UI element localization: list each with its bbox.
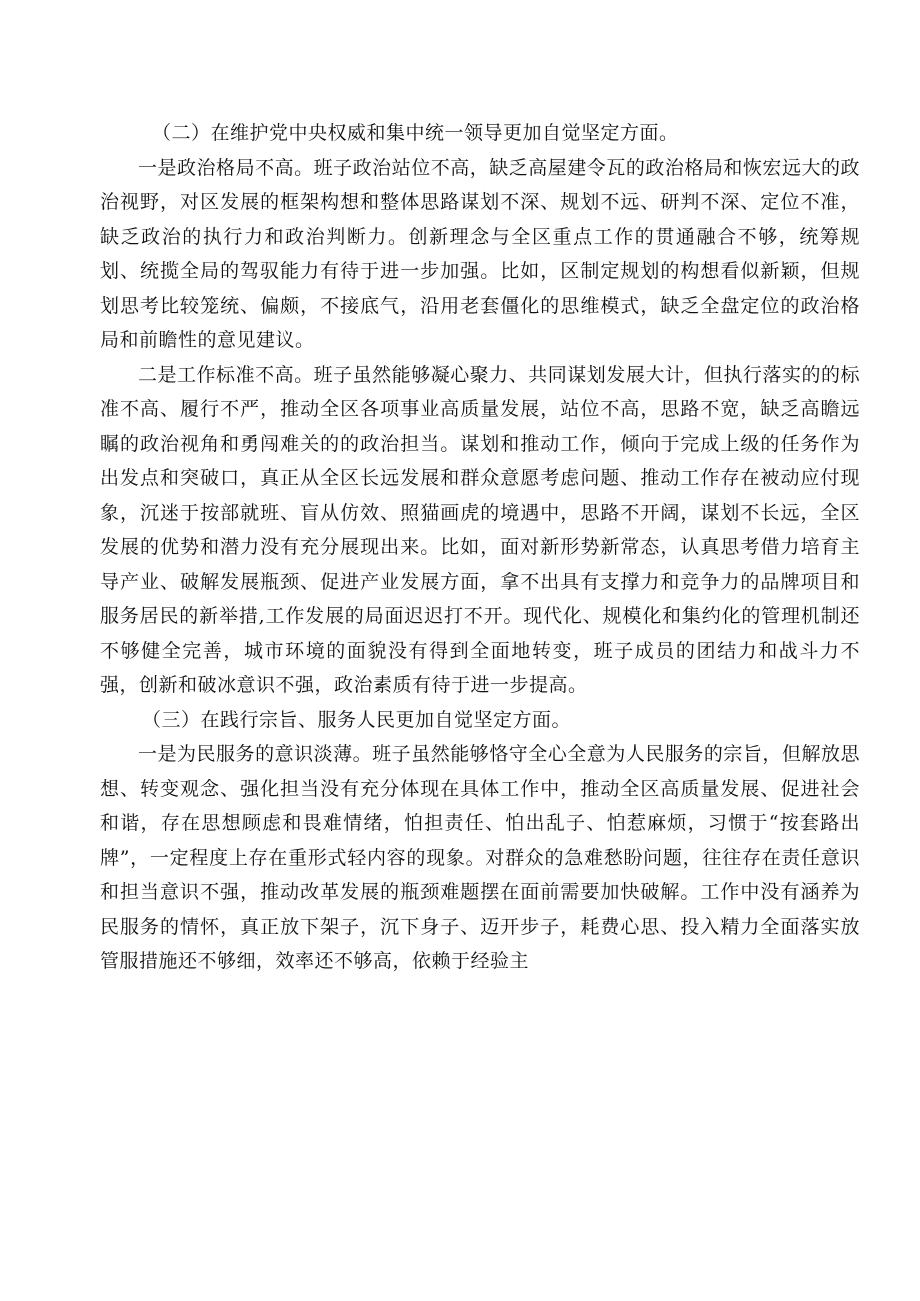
section-2-paragraph-1: 一是政治格局不高。班子政治站位不高，缺乏高屋建令瓦的政治格局和恢宏远大的政治视野，对区发展的框架构想和整体思路谋划不深、规划不远、研判不深、定位不准，缺乏政治的执行力和政治判断力。创新理念与全区重点工作的贯通融合不够，统筹规划、统揽全局的驾驭能力有待于进一步加强。比如，区制定规划的构想看似新颖，但规划思考比较笼统、偏颇，不接底气，沿用老套僵化的思维模式，缺乏全盘定位的政治格局和前瞻性的意见建议。 [100, 156, 860, 351]
section-2-paragraph-2: 二是工作标准不高。班子虽然能够凝心聚力、共同谋划发展大计，但执行落实的的标准不高、履行不严，推动全区各项事业高质量发展，站位不高，思路不宽，缺乏高瞻远瞩的政治视角和勇闯难关的的政治担当。谋划和推动工作，倾向于完成上级的任务作为出发点和突破口，真正从全区长远发展和群众意愿考虑问题、推动工作存在被动应付现象，沉迷于按部就班、盲从仿效、照猫画虎的境遇中，思路不开阔，谋划不长远，全区发展的优势和潜力没有充分展现出来。比如，面对新形势新常态，认真思考借力培育主导产业、破解发展瓶颈、促进产业发展方面，拿不出具有支撑力和竞争力的品牌项目和服务居民的新举措,工作发展的局面迟迟打不开。现代化、规模化和集约化的管理机制还不够健全完善，城市环境的面貌没有得到全面地转变，班子成员的团结力和战斗力不强，创新和破冰意识不强，政治素质有待于进一步提高。 [100, 363, 860, 696]
section-2-heading: （二）在维护党中央权威和集中统一领导更加自觉坚定方面。 [152, 122, 679, 144]
section-3-heading: （三）在践行宗旨、服务人民更加自觉坚定方面。 [142, 708, 572, 731]
document-page [100, 116, 860, 979]
section-3-paragraph-1: 一是为民服务的意识淡薄。班子虽然能够恪守全心全意为人民服务的宗旨，但解放思想、转变观念、强化担当没有充分体现在具体工作中，推动全区高质量发展、促进社会和谐，存在思想顾虑和畏难情绪，怕担责任、怕出乱子、怕惹麻烦，习惯于“按套路出牌”，一定程度上存在重形式轻内容的现象。对群众的急难愁盼问题，往往存在责任意识和担当意识不强，推动改革发展的瓶颈难题摆在面前需要加快破解。工作中没有涵养为民服务的情怀，真正放下架子，沉下身子、迈开步子，耗费心思、投入精力全面落实放管服措施还不够细，效率还不够高，依赖于经验主 [100, 743, 860, 972]
